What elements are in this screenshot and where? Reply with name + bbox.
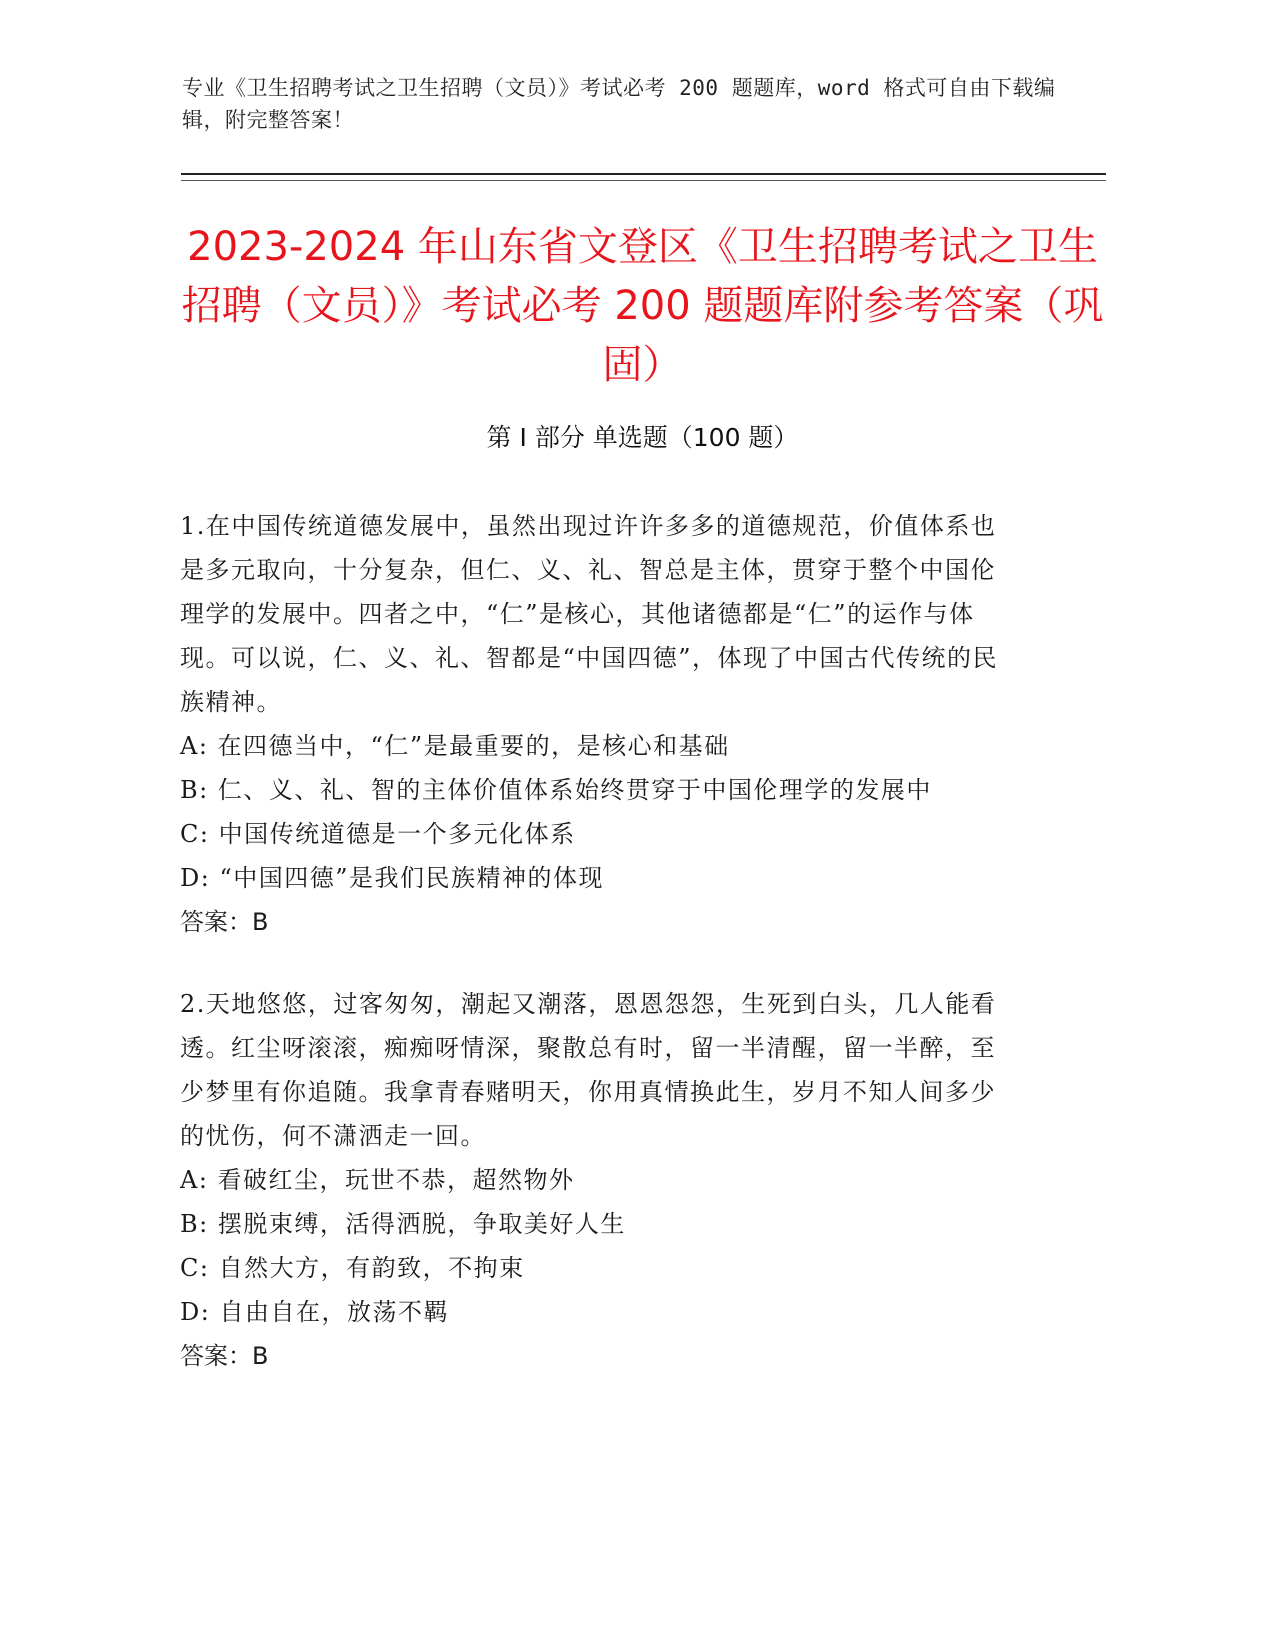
option-c: C: 中国传统道德是一个多元化体系: [180, 820, 576, 848]
header-note: 专业《卫生招聘考试之卫生招聘（文员）》考试必考 200 题题库，word 格式可自由下载编辑，附完整答案！: [182, 76, 1056, 132]
option-b: B: 仁、义、礼、智的主体价值体系始终贯穿于中国伦理学的发展中: [180, 776, 932, 804]
answer: 答案：B: [180, 908, 269, 936]
option-a: A: 在四德当中，“仁”是最重要的，是核心和基础: [180, 732, 730, 760]
question-stem: 1.在中国传统道德发展中，虽然出现过许许多多的道德规范，价值体系也是多元取向，十分复杂，但仁、义、礼、智总是主体，贯穿于整个中国伦理学的发展中。四者之中，“仁”是核心，其他诸德都是“仁”的运作与体现。可以说，仁、义、礼、智都是“中国四德”，体现了中国古代传统的民族精神。: [180, 512, 999, 716]
document-title: 2023-2024 年山东省文登区《卫生招聘考试之卫生招聘（文员）》考试必考 200 题题库附参考答案（巩固）: [181, 224, 1104, 388]
question-2: [180, 982, 1020, 1378]
option-d: D: “中国四德”是我们民族精神的体现: [180, 864, 604, 892]
question-stem: 2.天地悠悠，过客匆匆，潮起又潮落，恩恩怨怨，生死到白头，几人能看透。红尘呀滚滚，痴痴呀情深，聚散总有时，留一半清醒，留一半醉，至少梦里有你追随。我拿青春赌明天，你用真情换此生，岁月不知人间多少的忧伤，何不潇洒走一回。: [180, 990, 997, 1150]
option-c: C: 自然大方，有韵致，不拘束: [180, 1254, 525, 1282]
question-1: [180, 504, 1020, 944]
header-divider-thin: [181, 180, 1106, 181]
option-d: D: 自由自在，放荡不羁: [180, 1298, 449, 1326]
answer: 答案：B: [180, 1342, 269, 1370]
option-b: B: 摆脱束缚，活得洒脱，争取美好人生: [180, 1210, 626, 1238]
option-a: A: 看破红尘，玩世不恭，超然物外: [180, 1166, 575, 1194]
section-title: 第 I 部分 单选题（100 题）: [486, 423, 799, 452]
header-divider-thick: [181, 173, 1106, 175]
